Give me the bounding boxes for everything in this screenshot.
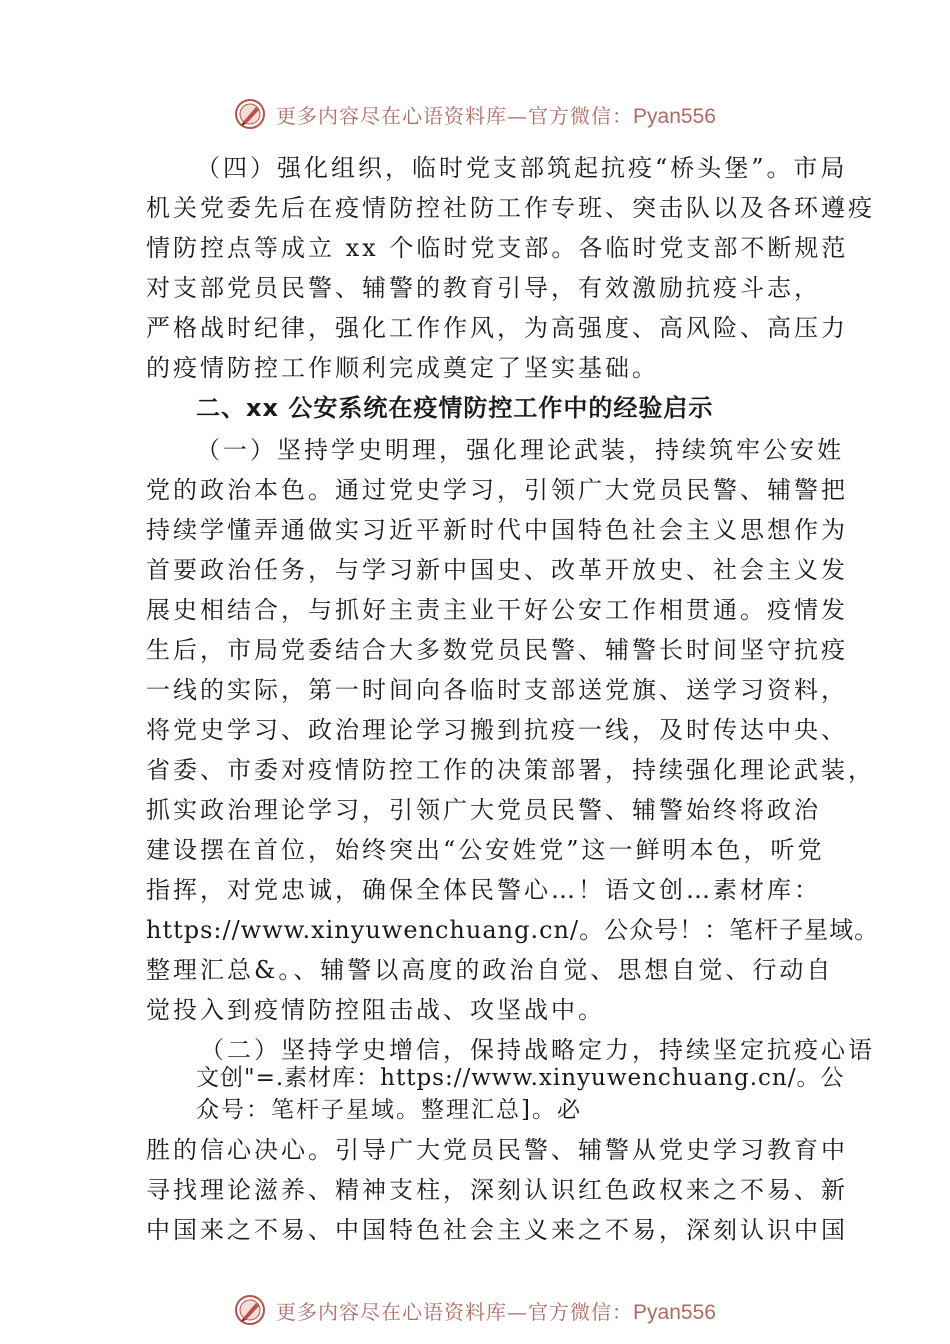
paragraph-1-line-4: 首要政治任务，与学习新中国史、改革开放史、社会主义发 (146, 556, 848, 584)
paragraph-2-line-4: 胜的信心决心。引导广大党员民警、辅警从党史学习教育中 (146, 1136, 848, 1164)
paragraph-1-line-6: 生后，市局党委结合大多数党员民警、辅警长时间坚守抗疫 (146, 636, 848, 664)
paragraph-4-line-4: 对支部党员民警、辅警的教育引导，有效激励抗疫斗志， (146, 274, 821, 302)
watermark-banner-bottom (0, 1288, 950, 1332)
paragraph-1-line-10: 抓实政治理论学习，引领广大党员民警、辅警始终将政治 (146, 796, 821, 824)
paragraph-4-line-2: 机关党委先后在疫情防控社防工作专班、突击队以及各环遵疫 (146, 194, 875, 222)
watermark-text: 更多内容尽在心语资料库—官方微信：Pyan556 (276, 1299, 716, 1324)
paragraph-1-line-2: 党的政治本色。通过党史学习，引领广大党员民警、辅警把 (146, 476, 848, 504)
paragraph-2-line-2: 文创"=.素材库：https://www.xinyuwenchuang.cn/。公 (196, 1065, 845, 1091)
paragraph-1-line-9: 省委、市委对疫情防控工作的决策部署，持续强化理论武装， (146, 756, 875, 784)
paragraph-1-line-12: 指挥，对党忠诚，确保全体民警心…！语文创…素材库： (146, 876, 821, 904)
paragraph-2-line-1: （二）坚持学史增信，保持战略定力，持续坚定抗疫心语 (200, 1036, 875, 1064)
paragraph-1-line-14: 整理汇总&。、辅警以高度的政治自觉、思想自觉、行动自 (146, 956, 834, 984)
pen-seal-icon (234, 98, 266, 130)
watermark-banner-top (0, 92, 950, 136)
pen-seal-icon (234, 1294, 266, 1326)
paragraph-1-line-3: 持续学懂弄通做实习近平新时代中国特色社会主义思想作为 (146, 516, 848, 544)
paragraph-1-line-11: 建设摆在首位，始终突出“公安姓党”这一鲜明本色，听党 (146, 836, 825, 864)
paragraph-1-line-15: 觉投入到疫情防控阻击战、攻坚战中。 (146, 996, 605, 1024)
paragraph-1-line-8: 将党史学习、政治理论学习搬到抗疫一线，及时传达中央、 (146, 716, 848, 744)
section-heading: 二、xx 公安系统在疫情防控工作中的经验启示 (196, 394, 714, 422)
paragraph-1-line-5: 展史相结合，与抓好主责主业干好公安工作相贯通。疫情发 (146, 596, 848, 624)
paragraph-1-line-1: （一）坚持学史明理，强化理论武装，持续筑牢公安姓 (196, 436, 844, 464)
paragraph-4-line-1: （四）强化组织，临时党支部筑起抗疫“桥头堡”。市局 (196, 154, 848, 182)
paragraph-1-line-7: 一线的实际，第一时间向各临时支部送党旗、送学习资料， (146, 676, 848, 704)
paragraph-2-line-6: 中国来之不易、中国特色社会主义来之不易，深刻认识中国 (146, 1216, 848, 1244)
paragraph-4-line-3: 情防控点等成立 xx 个临时党支部。各临时党支部不断规范 (146, 234, 849, 262)
paragraph-2-line-3: 众号：笔杆子星域。整理汇总]。必 (196, 1097, 582, 1123)
paragraph-2-line-5: 寻找理论滋养、精神支柱，深刻认识红色政权来之不易、新 (146, 1176, 848, 1204)
paragraph-1-line-13: https://www.xinyuwenchuang.cn/。公众号！：笔杆子星域。 (146, 916, 880, 944)
watermark-text: 更多内容尽在心语资料库—官方微信：Pyan556 (276, 103, 716, 128)
paragraph-4-line-6: 的疫情防控工作顺利完成奠定了坚实基础。 (146, 354, 659, 382)
paragraph-4-line-5: 严格战时纪律，强化工作作风，为高强度、高风险、高压力 (146, 314, 848, 342)
